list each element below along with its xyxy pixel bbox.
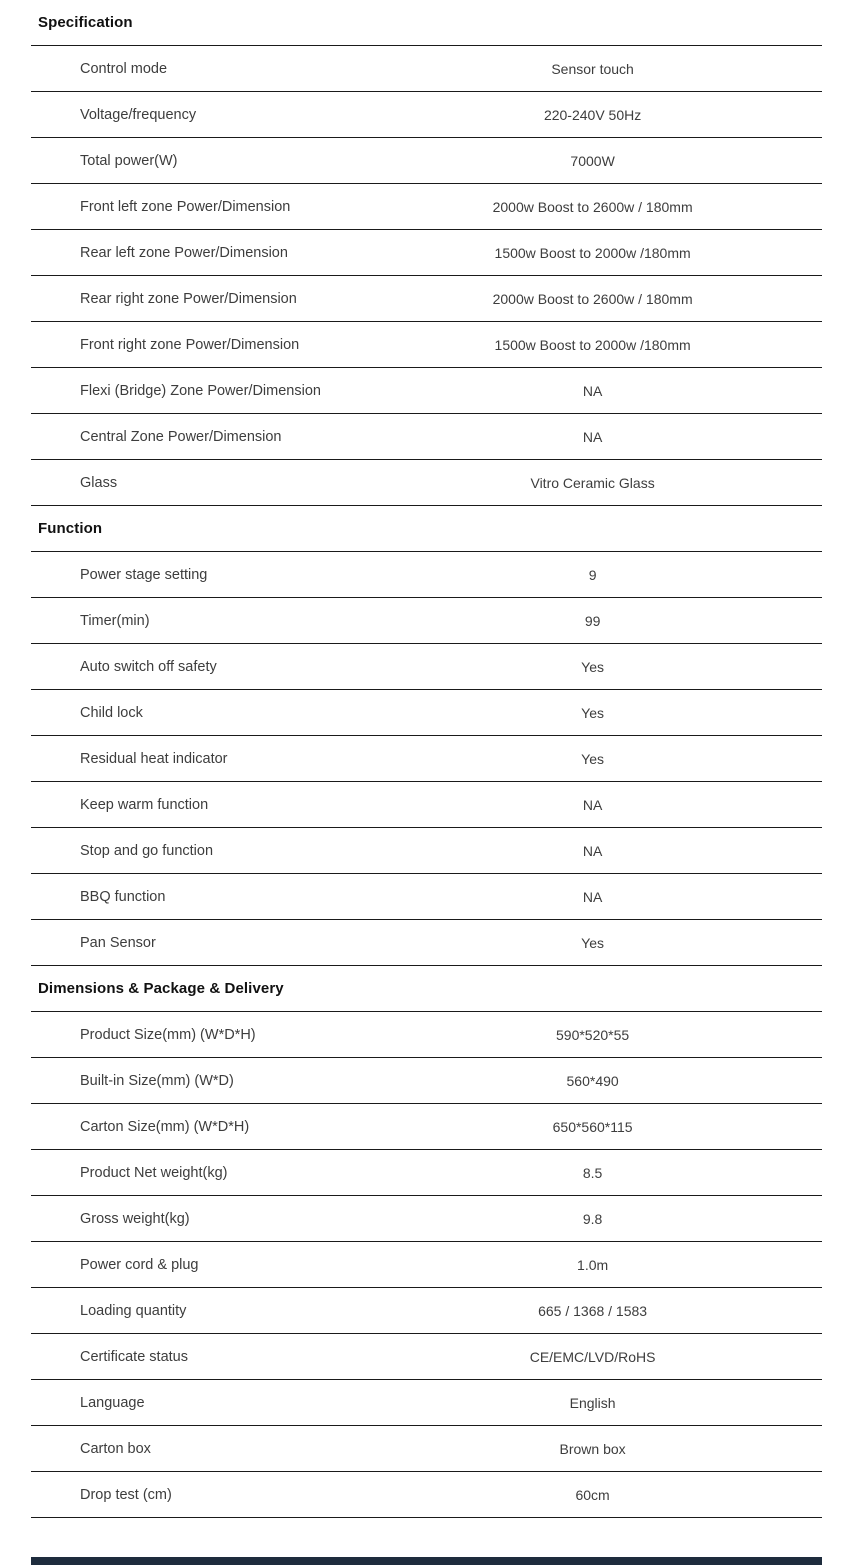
spec-row-label-cell [31,107,363,123]
spec-row-value: NA [582,796,603,813]
spec-row-label-cell [31,705,363,721]
spec-row-value-cell [363,1303,822,1319]
spec-row [31,1288,822,1334]
spec-row-label-cell [31,1211,363,1227]
spec-row [31,1196,822,1242]
spec-row-label-cell [31,1441,363,1457]
spec-row-label: Central Zone Power/Dimension [80,428,282,445]
spec-row-label: Power stage setting [80,566,208,583]
spec-row [31,1150,822,1196]
spec-row-value: 560*490 [566,1072,619,1089]
spec-row-value: 99 [584,612,601,629]
spec-row-value: 8.5 [582,1164,603,1181]
spec-row-label-cell [31,291,363,307]
section-title: Specification [38,14,133,31]
spec-table [31,0,822,1518]
spec-row-value-cell [363,107,822,123]
spec-row-value-cell [363,475,822,491]
bottom-bar [31,1557,822,1565]
spec-row-label: Drop test (cm) [80,1486,172,1503]
spec-row [31,1380,822,1426]
spec-row [31,782,822,828]
spec-row-label: Power cord & plug [80,1256,199,1273]
spec-row [31,828,822,874]
spec-row-value: 2000w Boost to 2600w / 180mm [492,290,693,307]
spec-row-value: 1.0m [577,1256,609,1273]
spec-row-label-cell [31,337,363,353]
spec-row-label: Carton Size(mm) (W*D*H) [80,1118,250,1135]
spec-row-label: Built-in Size(mm) (W*D) [80,1072,234,1089]
spec-row-value-cell [363,1441,822,1457]
spec-row-value-cell [363,199,822,215]
spec-row-label: Flexi (Bridge) Zone Power/Dimension [80,382,321,399]
spec-row-value-cell [363,659,822,675]
spec-row [31,1058,822,1104]
spec-row-label: Rear left zone Power/Dimension [80,244,288,261]
spec-row-value-cell [363,61,822,77]
spec-row-label: Voltage/frequency [80,106,197,123]
spec-row [31,644,822,690]
spec-row-value-cell [363,1073,822,1089]
spec-row-label-cell [31,429,363,445]
spec-row-label-cell [31,199,363,215]
section-header [31,0,822,46]
spec-row-label-cell [31,1349,363,1365]
spec-row-value: NA [582,382,603,399]
spec-row [31,920,822,966]
spec-row-value-cell [363,889,822,905]
spec-row-value: 60cm [575,1486,610,1503]
spec-row-label-cell [31,567,363,583]
spec-row-label: Auto switch off safety [80,658,217,675]
spec-row-label: Rear right zone Power/Dimension [80,290,297,307]
spec-row [31,690,822,736]
spec-row-label: Language [80,1394,145,1411]
section-header [31,966,822,1012]
spec-row-value: Yes [581,934,605,951]
spec-row-value: Sensor touch [551,60,634,77]
spec-row-value: NA [582,888,603,905]
spec-row-label-cell [31,751,363,767]
section-header [31,506,822,552]
spec-row-value: Yes [581,658,605,675]
spec-row-label: Pan Sensor [80,934,156,951]
spec-row-label-cell [31,843,363,859]
spec-row [31,138,822,184]
spec-row [31,1012,822,1058]
spec-row-label: Product Size(mm) (W*D*H) [80,1026,256,1043]
spec-row-value-cell [363,245,822,261]
spec-row-value: 9.8 [582,1210,603,1227]
spec-row-value-cell [363,1211,822,1227]
spec-row [31,1334,822,1380]
spec-row-label: Residual heat indicator [80,750,228,767]
spec-row-value-cell [363,751,822,767]
spec-row-label: Front left zone Power/Dimension [80,198,291,215]
spec-row [31,736,822,782]
spec-row-value: Yes [581,750,605,767]
spec-row-label: Product Net weight(kg) [80,1164,228,1181]
spec-row [31,368,822,414]
section-title: Dimensions & Package & Delivery [38,980,284,997]
spec-row-value: 7000W [570,152,615,169]
spec-row-label-cell [31,1165,363,1181]
spec-row [31,1426,822,1472]
spec-row-value: Brown box [559,1440,626,1457]
spec-row-label-cell [31,797,363,813]
spec-row-label: Carton box [80,1440,151,1457]
spec-row-label: Gross weight(kg) [80,1210,190,1227]
spec-row [31,1242,822,1288]
spec-row-label-cell [31,475,363,491]
spec-row-label: BBQ function [80,888,166,905]
spec-row-value: 2000w Boost to 2600w / 180mm [492,198,693,215]
spec-row-value-cell [363,337,822,353]
spec-row-value: 1500w Boost to 2000w /180mm [494,336,691,353]
spec-row [31,1104,822,1150]
spec-row-value: NA [582,428,603,445]
spec-row-value-cell [363,1027,822,1043]
spec-row-label-cell [31,659,363,675]
spec-row-value: 220-240V 50Hz [543,106,642,123]
spec-row-value-cell [363,291,822,307]
spec-row-value: 665 / 1368 / 1583 [538,1302,648,1319]
spec-row-label-cell [31,1303,363,1319]
spec-row [31,46,822,92]
spec-row-label-cell [31,153,363,169]
spec-row-label: Timer(min) [80,612,150,629]
spec-row [31,1472,822,1518]
spec-row-label: Front right zone Power/Dimension [80,336,300,353]
spec-row-label: Keep warm function [80,796,209,813]
spec-row-value: NA [582,842,603,859]
spec-row-label: Loading quantity [80,1302,187,1319]
spec-row-value: 9 [588,566,597,583]
spec-row [31,230,822,276]
spec-row [31,460,822,506]
spec-row-label-cell [31,935,363,951]
spec-row-value-cell [363,567,822,583]
spec-row [31,552,822,598]
spec-row [31,874,822,920]
spec-row-label-cell [31,1119,363,1135]
spec-row-value: Yes [581,704,605,721]
spec-row-value: CE/EMC/LVD/RoHS [529,1348,656,1365]
spec-row-value-cell [363,705,822,721]
spec-row-label-cell [31,1073,363,1089]
spec-row-label: Control mode [80,60,168,77]
spec-row-value: Vitro Ceramic Glass [530,474,655,491]
spec-row-label: Stop and go function [80,842,214,859]
spec-row-value-cell [363,797,822,813]
spec-row-value: 650*560*115 [552,1118,633,1135]
spec-row-value-cell [363,935,822,951]
spec-row-value-cell [363,1395,822,1411]
spec-row-value-cell [363,1487,822,1503]
spec-row [31,276,822,322]
spec-row-label-cell [31,613,363,629]
spec-row-label-cell [31,1395,363,1411]
spec-row-label-cell [31,61,363,77]
spec-row-label-cell [31,245,363,261]
spec-row-value-cell [363,1349,822,1365]
spec-row [31,598,822,644]
spec-row [31,184,822,230]
spec-row-label: Certificate status [80,1348,188,1365]
spec-row-label-cell [31,889,363,905]
spec-row-label-cell [31,383,363,399]
spec-row-value-cell [363,1165,822,1181]
spec-row-label-cell [31,1027,363,1043]
spec-row-label: Total power(W) [80,152,178,169]
spec-row [31,92,822,138]
spec-row-value-cell [363,1257,822,1273]
spec-row-value-cell [363,383,822,399]
spec-row-value: 1500w Boost to 2000w /180mm [494,244,691,261]
spec-row-label: Glass [80,474,118,491]
spec-row [31,322,822,368]
spec-row-value-cell [363,843,822,859]
spec-row-value: 590*520*55 [556,1026,630,1043]
spec-row-label: Child lock [80,704,143,721]
spec-row-label-cell [31,1487,363,1503]
spec-row-value-cell [363,429,822,445]
spec-row-value-cell [363,613,822,629]
spec-row-value: English [569,1394,616,1411]
spec-row-value-cell [363,153,822,169]
spec-row-label-cell [31,1257,363,1273]
spec-row [31,414,822,460]
section-title: Function [38,520,103,537]
spec-row-value-cell [363,1119,822,1135]
